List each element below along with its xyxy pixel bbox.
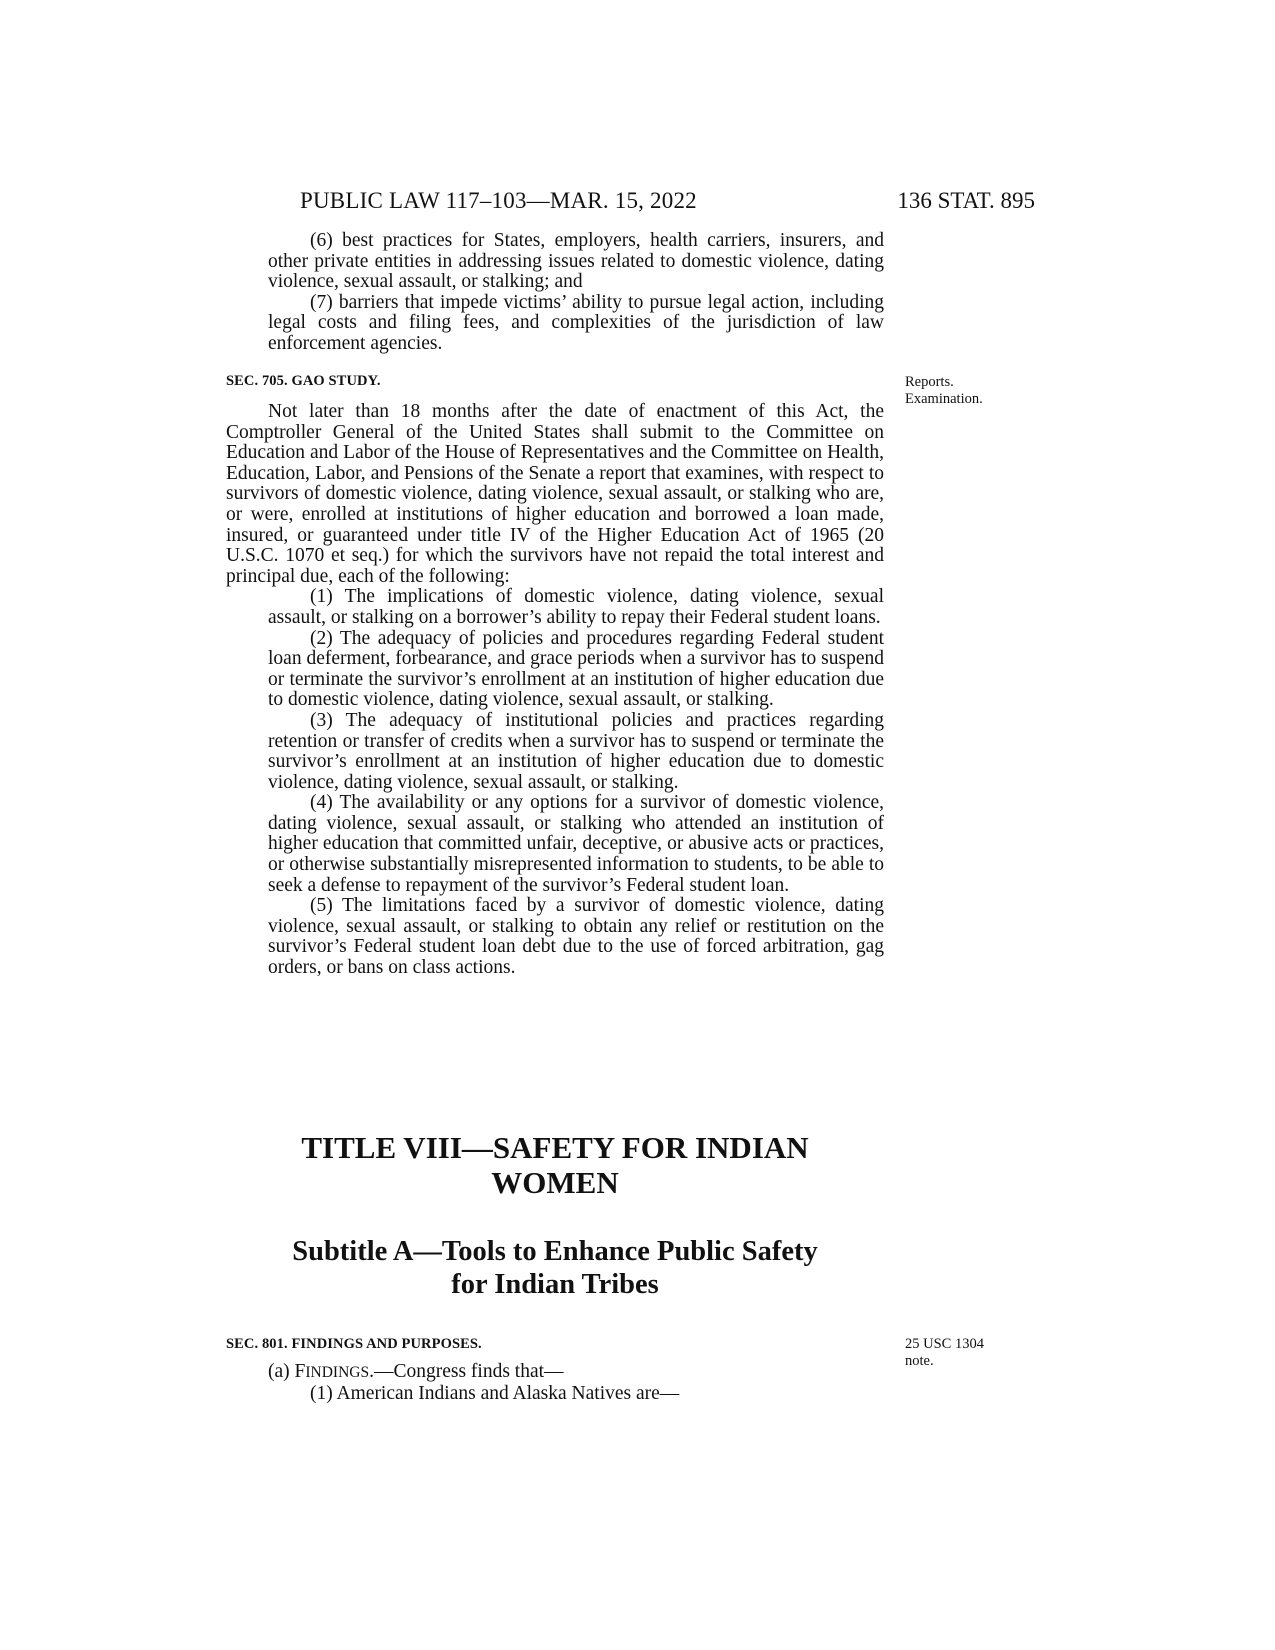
subsection-heading-smallcaps: INDINGS (305, 1364, 370, 1381)
subtitle-line: for Indian Tribes (451, 1269, 659, 1300)
list-item: (2) The adequacy of policies and procedures regarding Federal student loan deferment, forbearance, and grace periods when a survivor has to suspend or terminate the survivor’s enrollment at an institution of higher education due to domestic violence, dating violence, sexual assault, or stalking. (268, 627, 884, 711)
subsection-a (226, 1362, 884, 1384)
sec-705-heading-block (226, 373, 884, 390)
page-stat-number: 136 STAT. 895 (897, 188, 1035, 213)
margin-note-line: Examination. (905, 391, 983, 407)
margin-note-line: note. (905, 1353, 934, 1369)
subsection-label: (a) F (268, 1361, 306, 1382)
margin-note-line: 25 USC 1304 (905, 1336, 984, 1352)
list-item: (6) best practices for States, employers, health carriers, insurers, and other private entities in addressing issues related to domestic violence, dating violence, sexual assault, or stalking; and (268, 230, 884, 293)
list-item: (5) The limitations faced by a survivor of domestic violence, dating violence, sexual assault, or stalking to obtain any relief or restitution on the survivor’s Federal student loan debt due to the use of forced arbitration, gag orders, or bans on class actions. (268, 895, 884, 979)
list-item: (7) barriers that impede victims’ ability to pursue legal action, including legal costs and filing fees, and complexities of the jurisdiction of law enforcement agencies. (268, 291, 884, 354)
margin-note-usc (905, 1336, 984, 1370)
subtitle-line: Subtitle A—Tools to Enhance Public Safety (292, 1236, 818, 1267)
section-heading: SEC. 705. GAO STUDY. (226, 373, 381, 389)
sec-801-body (226, 1362, 884, 1404)
margin-note-line: Reports. (905, 374, 954, 390)
subtitle-heading (226, 1235, 884, 1301)
running-head-title: PUBLIC LAW 117–103—MAR. 15, 2022 (300, 188, 697, 213)
sec-705-body (226, 402, 884, 979)
title-heading (226, 1130, 884, 1200)
continued-items (226, 231, 884, 355)
subsection-text: .—Congress finds that— (369, 1361, 564, 1382)
title-line: TITLE VIII—SAFETY FOR INDIAN (301, 1130, 809, 1165)
section-intro-paragraph: Not later than 18 months after the date of enactment of this Act, the Comptroller General of the United States shall submit to the Committee on Education and Labor of the House of Representatives and the Committee on Health, Education, Labor, and Pensions of the Senate a report that examines, with respect to survivors of domestic violence, dating violence, sexual assault, or stalking who are, or were, enrolled at institutions of higher education and borrowed a loan made, insured, or guaranteed under title IV of the Higher Education Act of 1965 (20 U.S.C. 1070 et seq.) for which the survivors have not repaid the total interest and principal due, each of the following: (226, 401, 884, 587)
list-item: (1) The implications of domestic violence, dating violence, sexual assault, or stalking on a borrower’s ability to repay their Federal student loans. (268, 586, 884, 628)
section-heading: SEC. 801. FINDINGS AND PURPOSES. (226, 1336, 482, 1352)
list-item: (1) American Indians and Alaska Natives are— (310, 1382, 680, 1404)
list-item: (3) The adequacy of institutional policies and practices regarding retention or transfer of credits when a survivor has to suspend or terminate the survivor’s enrollment at an institution of higher education due to domestic violence, dating violence, sexual assault, or stalking. (268, 709, 884, 793)
margin-note-reports (905, 374, 983, 408)
sec-801-heading-block (226, 1336, 884, 1353)
list-item: (4) The availability or any options for a survivor of domestic violence, dating violence, sexual assault, or stalking who attended an institution of higher education that committed unfair, deceptive, or abusive acts or practices, or otherwise substantially misrepresented information to students, to be able to seek a defense to repayment of the survivor’s Federal student loan. (268, 792, 884, 896)
title-line: WOMEN (491, 1165, 619, 1200)
